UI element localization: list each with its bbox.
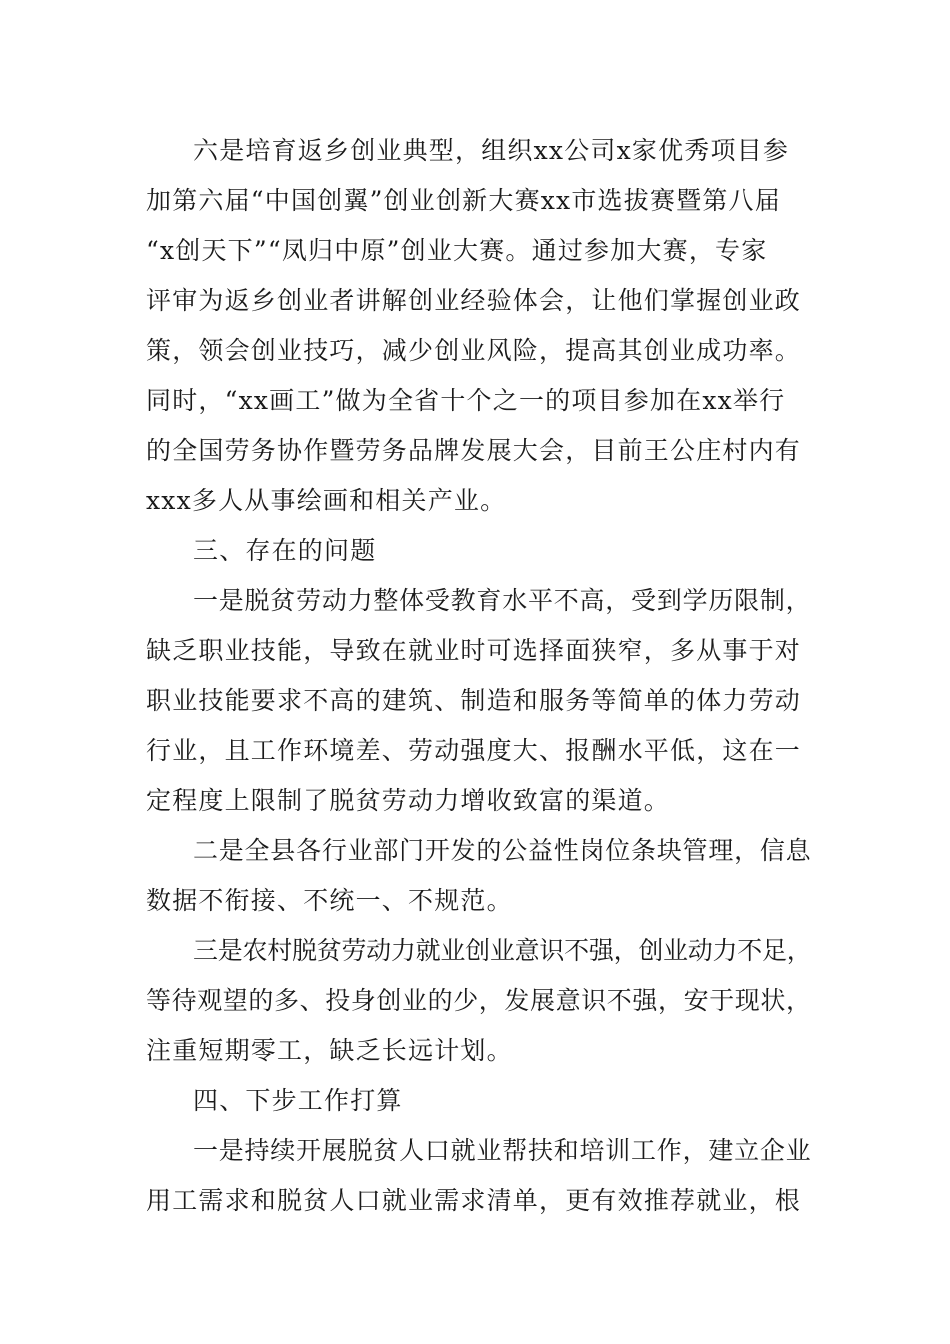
text-line: 加第六届“中国创翼”创业创新大赛xx市选拔赛暨第八届 [146,186,781,215]
text-line: 注重短期零工，缺乏长远计划。 [146,1036,513,1065]
text-line: 一是持续开展脱贫人口就业帮扶和培训工作，建立企业 [193,1136,812,1165]
text-line: 三是农村脱贫劳动力就业创业意识不强，创业动力不足， [193,936,812,965]
text-line: 四、下步工作打算 [193,1086,403,1115]
text-line: 三、存在的问题 [193,536,377,565]
text-line: 等待观望的多、投身创业的少，发展意识不强，安于现状， [146,986,812,1015]
text-line: 数据不衔接、不统一、不规范。 [146,886,513,915]
text-line: 职业技能要求不高的建筑、制造和服务等简单的体力劳动 [146,686,802,715]
text-line: 用工需求和脱贫人口就业需求清单，更有效推荐就业，根 [146,1186,802,1215]
document-body [146,126,814,1226]
text-line: 一是脱贫劳动力整体受教育水平不高，受到学历限制， [193,586,812,615]
text-line: 评审为返乡创业者讲解创业经验体会，让他们掌握创业政 [146,286,802,315]
text-line: 定程度上限制了脱贫劳动力增收致富的渠道。 [146,786,671,815]
text-line: 策，领会创业技巧，减少创业风险，提高其创业成功率。 [146,336,802,365]
text-line: 同时，“xx画工”做为全省十个之一的项目参加在xx举行 [146,386,786,415]
text-line: 的全国劳务协作暨劳务品牌发展大会，目前王公庄村内有 [146,436,802,465]
text-line: 二是全县各行业部门开发的公益性岗位条块管理，信息 [193,836,812,865]
text-line: 六是培育返乡创业典型，组织xx公司x家优秀项目参 [193,136,790,165]
text-line: 缺乏职业技能，导致在就业时可选择面狭窄，多从事于对 [146,636,802,665]
text-line: 行业，且工作环境差、劳动强度大、报酬水平低，这在一 [146,736,802,765]
text-line: xxx多人从事绘画和相关产业。 [146,486,507,515]
text-line: “x创天下”“凤归中原”创业大赛。通过参加大赛，专家 [146,236,768,265]
